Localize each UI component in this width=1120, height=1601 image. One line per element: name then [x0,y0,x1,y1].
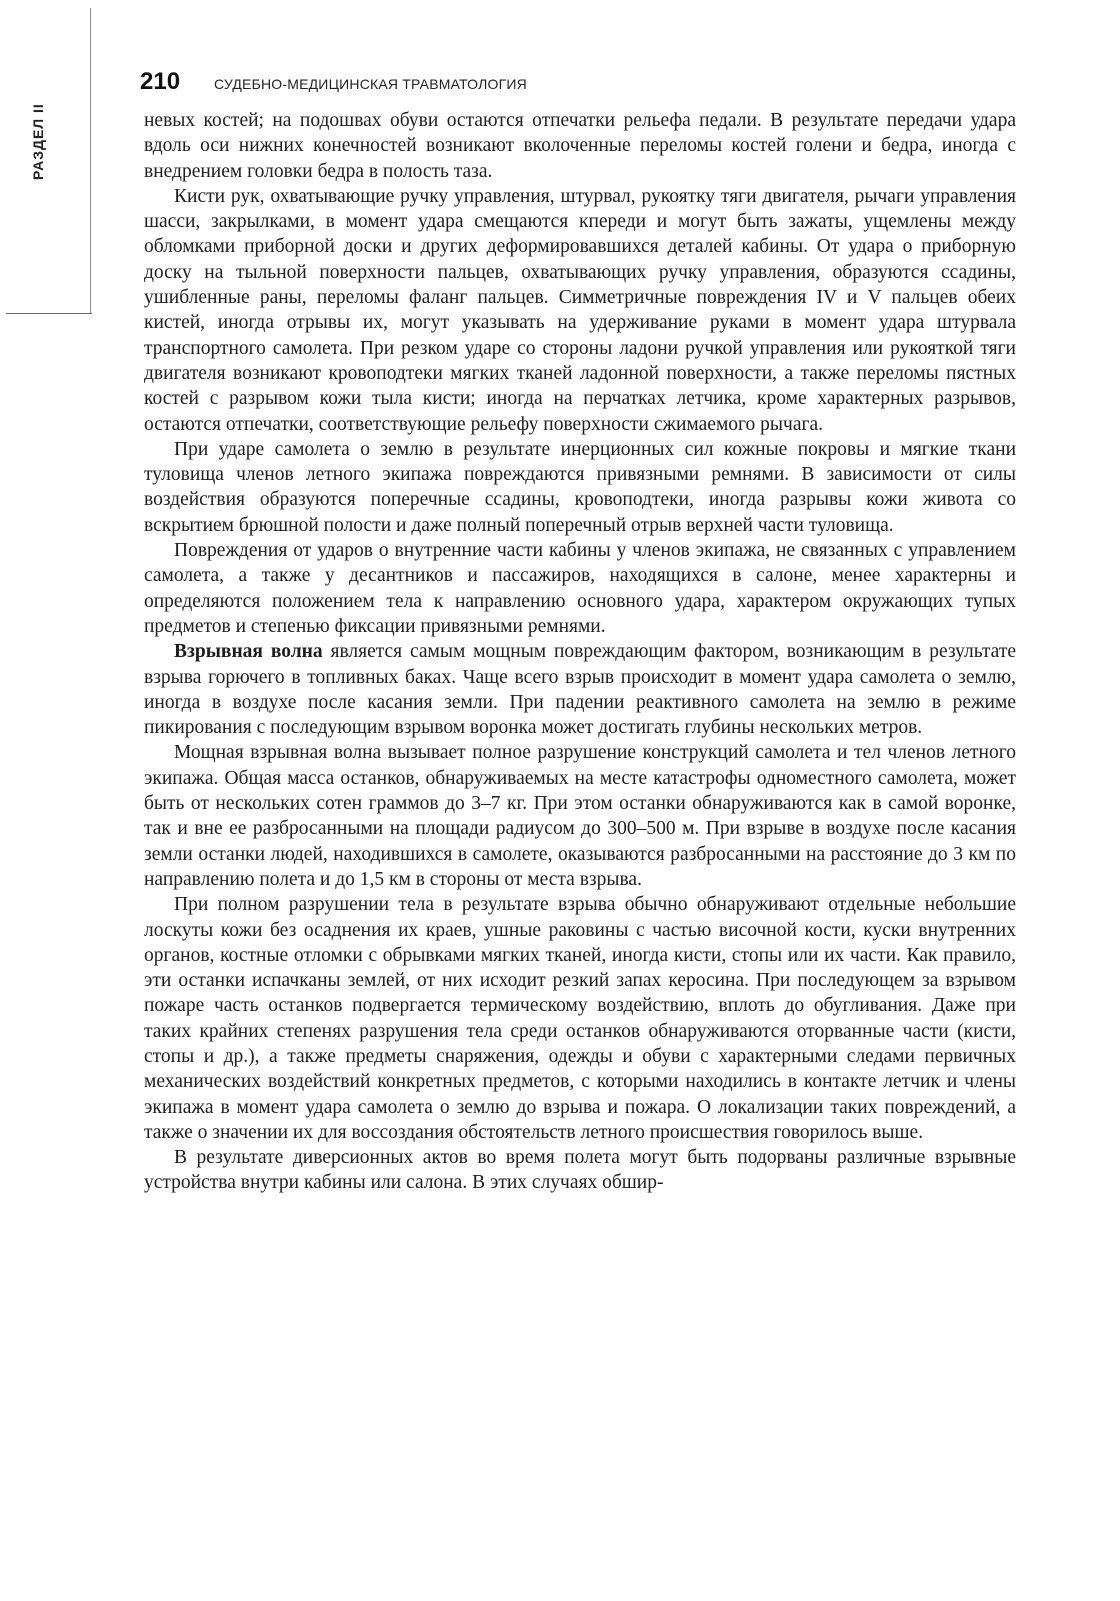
margin-rule [90,8,91,313]
paragraph [144,184,1016,437]
paragraph-text: Кисти рук, охватывающие ручку управления, штурвал, рукоятку тяги двигателя, рычаги управления шасси, закрылками, в момент удара смещаются кпереди и могут быть зажаты, ущемлены между обломками приборной доски и других деформировавшихся деталей кабины. От удара о приборную доску на тыльной поверхности пальцев, охватывающих ручку управления, образуются ссадины, ушибленные раны, переломы фаланг пальцев. Симметричные повреждения IV и V пальцев обеих кистей, иногда отрывы их, могут указывать на удерживание руками в момент удара штурвала транспортного самолета. При резком ударе со стороны ладони ручкой управления или рукояткой тяги двигателя возникают кровоподтеки мягких тканей ладонной поверхности, а также переломы пястных костей с разрывом кожи тыла кисти; иногда на перчатках летчика, кроме характерных разрывов, остаются отпечатки, соответствующие рельефу поверхности сжимаемого рычага. [144,185,1016,435]
page-number: 210 [140,68,181,95]
paragraph [144,892,1016,1145]
paragraph-text: При ударе самолета о землю в результате инерционных сил кожные покровы и мягкие ткани туловища членов летного экипажа повреждаются привязными ремнями. В зависимости от силы воздействия образуются поперечные ссадины, кровоподтеки, иногда разрывы кожи живота со вскрытием брюшной полости и даже полный поперечный отрыв верхней части туловища. [144,438,1016,536]
section-label: РАЗДЕЛ II [30,103,46,180]
paragraph-lead: Взрывная волна [174,641,323,663]
running-title: СУДЕБНО-МЕДИЦИНСКАЯ ТРАВМАТОЛОГИЯ [214,76,527,92]
paragraph-text: В результате диверсионных актов во время полета могут быть подорваны различные взрывные устройства внутри кабины или салона. В этих случаях обшир- [144,1147,1016,1194]
paragraph [144,538,1016,639]
paragraph-text: Мощная взрывная волна вызывает полное разрушение конструкций самолета и тел членов летного экипажа. Общая масса останков, обнаруживаемых на месте катастрофы одноместного самолета, может быть от нескольких сотен граммов до 3–7 кг. При этом останки обнаруживаются как в самой воронке, так и вне ее разбросанными на площади радиусом до 300–500 м. При взрыве в воздухе после касания земли останки людей, находившихся в самолете, оказываются разбросанными на расстояние до 3 км по направлению полета и до 1,5 км в стороны от места взрыва. [144,742,1016,890]
paragraph-text: невых костей; на подошвах обуви остаются отпечатки рельефа педали. В результате передачи удара вдоль оси нижних конечностей возникают вколоченные переломы костей голени и бедра, иногда с внедрением головки бедра в полость таза. [144,110,1016,182]
paragraph-text: является самым мощным повреждающим фактором, возникающим в результате взрыва горючего в топливных баках. Чаще всего взрыв происходит в момент удара самолета о землю, иногда в воздухе после касания земли. При падении реактивного самолета на землю в режиме пикирования с последующим взрывом воронка может достигать глубины нескольких метров. [144,641,1016,739]
body-text [144,108,1016,1196]
margin-rule-foot [6,313,92,314]
paragraph [144,437,1016,538]
paragraph-text: При полном разрушении тела в результате взрыва обычно обнаруживают отдельные небольшие лоскуты кожи без осаднения их краев, ушные раковины с частью височной кости, куски внутренних органов, костные отломки с обрывками мягких тканей, иногда кисти, стопы или их части. Как правило, эти останки испачканы землей, от них исходит резкий запах керосина. При последующем за взрывом пожаре часть останков подвергается термическому воздействию, вплоть до обугливания. Даже при таких крайних степенях разрушения тела среди останков обнаруживаются оторванные части (кисти, стопы и др.), а также предметы снаряжения, одежды и обуви с характерными следами первичных механических воздействий конкретных предметов, с которыми находились в контакте летчик и члены экипажа в момент удара самолета о землю до взрыва и пожара. О локализации таких повреждений, а также о значении их для воссоздания обстоятельств летного происшествия говорилось выше. [144,894,1016,1143]
paragraph [144,1145,1016,1196]
paragraph [144,740,1016,892]
paragraph-text: Повреждения от ударов о внутренние части кабины у членов экипажа, не связанных с управлением самолета, а также у десантников и пассажиров, находящихся в салоне, менее характерны и определяются положением тела к направлению основного удара, характером окружающих тупых предметов и степенью фиксации привязными ремнями. [144,540,1016,637]
running-head [140,68,1040,98]
paragraph [144,639,1016,740]
paragraph [144,108,1016,184]
